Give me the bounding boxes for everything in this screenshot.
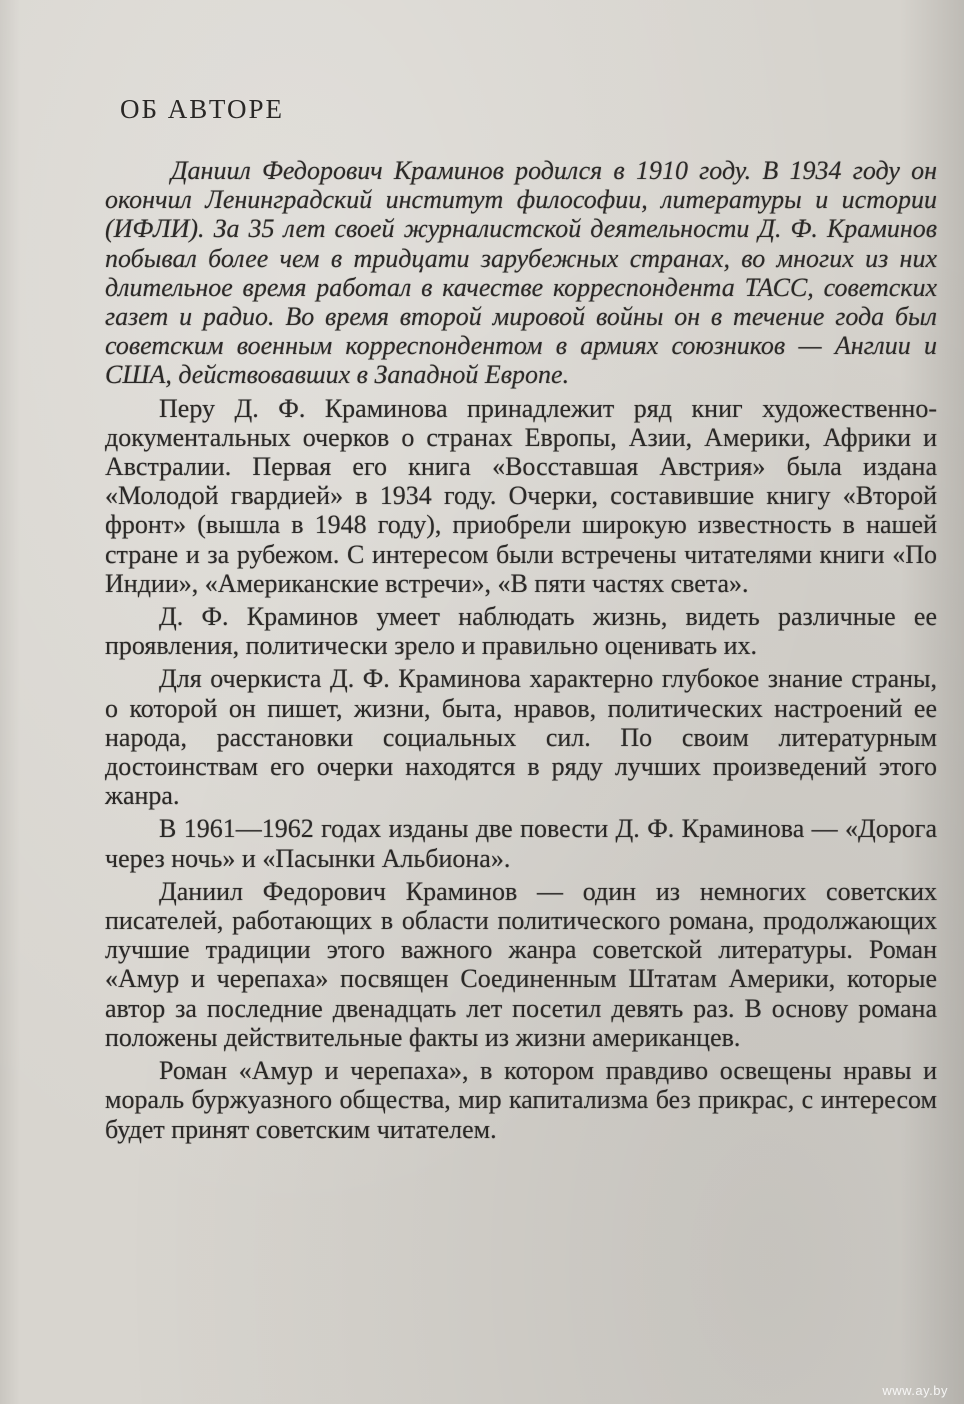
paragraph-novellas: В 1961—1962 годах изданы две повести Д. Ф. Краминова — «Дорога через ночь» и «Пасынки Альбиона». xyxy=(105,814,937,873)
paragraph-observation: Д. Ф. Краминов умеет наблюдать жизнь, видеть различные ее проявления, политически зрело и правильно оценивать их. xyxy=(105,602,937,661)
paragraph-conclusion: Роман «Амур и черепаха», в котором правдиво освещены нравы и мораль буржуазного общества, мир капитализма без прикрас, с интересом будет принят советским читателем. xyxy=(105,1056,937,1144)
paragraph-books: Перу Д. Ф. Краминова принадлежит ряд книг художественно-документальных очерков о странах Европы, Азии, Америки, Африки и Австралии. Первая его книга «Восставшая Австрия» была издана «Молодой гвардией» в 1934 году. Очерки, составившие книгу «Второй фронт» (вышла в 1948 году), приобрели широкую известность в нашей стране и за рубежом. С интересом были встречены читателями книги «По Индии», «Американские встречи», «В пяти частях света». xyxy=(105,393,937,598)
section-heading: ОБ АВТОРЕ xyxy=(120,94,285,124)
paragraph-biography: Даниил Федорович Краминов родился в 1910 году. В 1934 году он окончил Ленинградский институт философии, литературы и истории (ИФЛИ). За 35 лет своей журналистской деятельности Д. Ф. Краминов побывал более чем в тридцати зарубежных странах, во многих из них длительное время работал в качестве корреспондента ТАСС, советских газет и радио. Во время второй мировой войны он в течение года был советским военным корреспондентом в армиях союзников — Англии и США, действовавших в Западной Европе. xyxy=(105,156,937,390)
paragraph-political-novel: Даниил Федорович Краминов — один из немногих советских писателей, работающих в области политического романа, продолжающих лучшие традиции этого важного жанра советской литературы. Роман «Амур и черепаха» посвящен Соединенным Штатам Америки, которые автор за последние двенадцать лет посетил девять раз. В основу романа положены действительные факты из жизни американцев. xyxy=(105,876,937,1052)
paragraph-style: Для очеркиста Д. Ф. Краминова характерно глубокое знание страны, о которой он пишет, жизни, быта, нравов, политических настроений ее народа, расстановки социальных сил. По своим литературным достоинствам его очерки находятся в ряду лучших произведений этого жанра. xyxy=(105,664,937,811)
body-text xyxy=(105,156,937,1144)
site-watermark: www.ay.by xyxy=(882,1383,948,1398)
